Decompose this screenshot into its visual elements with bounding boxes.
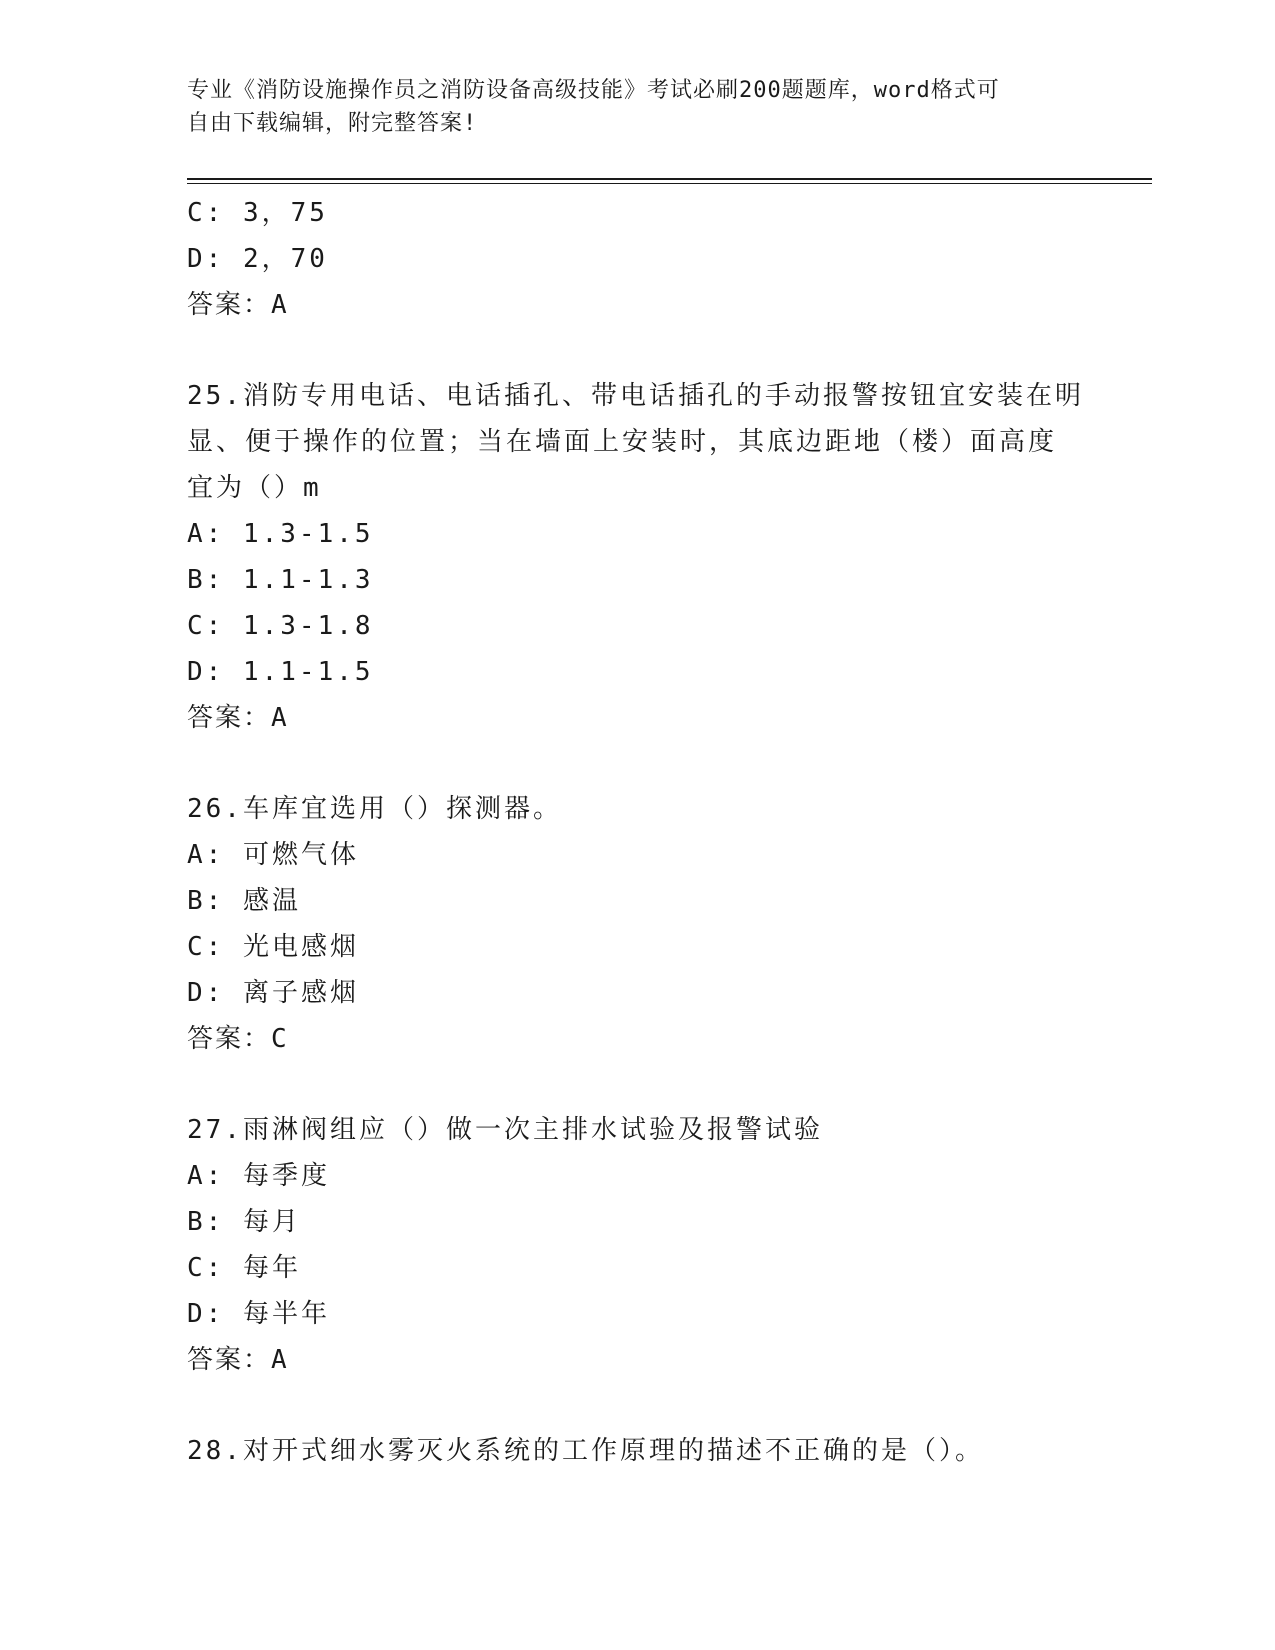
option-a: A: 每季度 bbox=[187, 1161, 330, 1191]
option-a: A: 可燃气体 bbox=[187, 840, 359, 870]
header-rule-thick bbox=[187, 178, 1152, 180]
answer: 答案：C bbox=[187, 1024, 289, 1054]
option-d: D: 每半年 bbox=[187, 1299, 330, 1329]
option-d: D: 离子感烟 bbox=[187, 978, 359, 1008]
option-b: B: 每月 bbox=[187, 1207, 301, 1237]
option-b: B: 感温 bbox=[187, 886, 301, 916]
spacer bbox=[187, 328, 1067, 373]
question-stem: 25.消防专用电话、电话插孔、带电话插孔的手动报警按钮宜安装在明 bbox=[187, 381, 1084, 411]
option-d: D: 2，70 bbox=[187, 244, 328, 274]
option-b: B: 1.1-1.3 bbox=[187, 565, 374, 595]
option-a: A: 1.3-1.5 bbox=[187, 519, 374, 549]
question-stem: 26.车库宜选用（）探测器。 bbox=[187, 794, 562, 824]
option-d: D: 1.1-1.5 bbox=[187, 657, 374, 687]
question-24-continued bbox=[187, 190, 1067, 328]
header-rule-thin bbox=[187, 183, 1152, 184]
header-line-1: 专业《消防设施操作员之消防设备高级技能》考试必刷200题题库，word格式可 bbox=[187, 78, 1000, 103]
answer: 答案：A bbox=[187, 703, 289, 733]
spacer bbox=[187, 741, 1067, 786]
spacer bbox=[187, 1383, 1067, 1428]
question-28 bbox=[187, 1428, 1067, 1474]
spacer bbox=[187, 1062, 1067, 1107]
option-c: C: 1.3-1.8 bbox=[187, 611, 374, 641]
question-stem: 27.雨淋阀组应（）做一次主排水试验及报警试验 bbox=[187, 1115, 823, 1145]
option-c: C: 每年 bbox=[187, 1253, 301, 1283]
question-stem: 28.对开式细水雾灭火系统的工作原理的描述不正确的是（）。 bbox=[187, 1436, 984, 1466]
question-stem: 显、便于操作的位置；当在墙面上安装时，其底边距地（楼）面高度 bbox=[187, 427, 1058, 457]
question-27 bbox=[187, 1107, 1067, 1383]
document-body bbox=[187, 190, 1084, 1474]
answer: 答案：A bbox=[187, 1345, 289, 1375]
question-25 bbox=[187, 373, 1084, 741]
question-26 bbox=[187, 786, 1067, 1062]
option-c: C: 光电感烟 bbox=[187, 932, 359, 962]
question-stem: 宜为（）m bbox=[187, 473, 322, 503]
header-line-2: 自由下载编辑，附完整答案! bbox=[187, 111, 478, 136]
option-c: C: 3，75 bbox=[187, 198, 328, 228]
answer: 答案：A bbox=[187, 290, 289, 320]
document-header bbox=[187, 74, 1067, 140]
